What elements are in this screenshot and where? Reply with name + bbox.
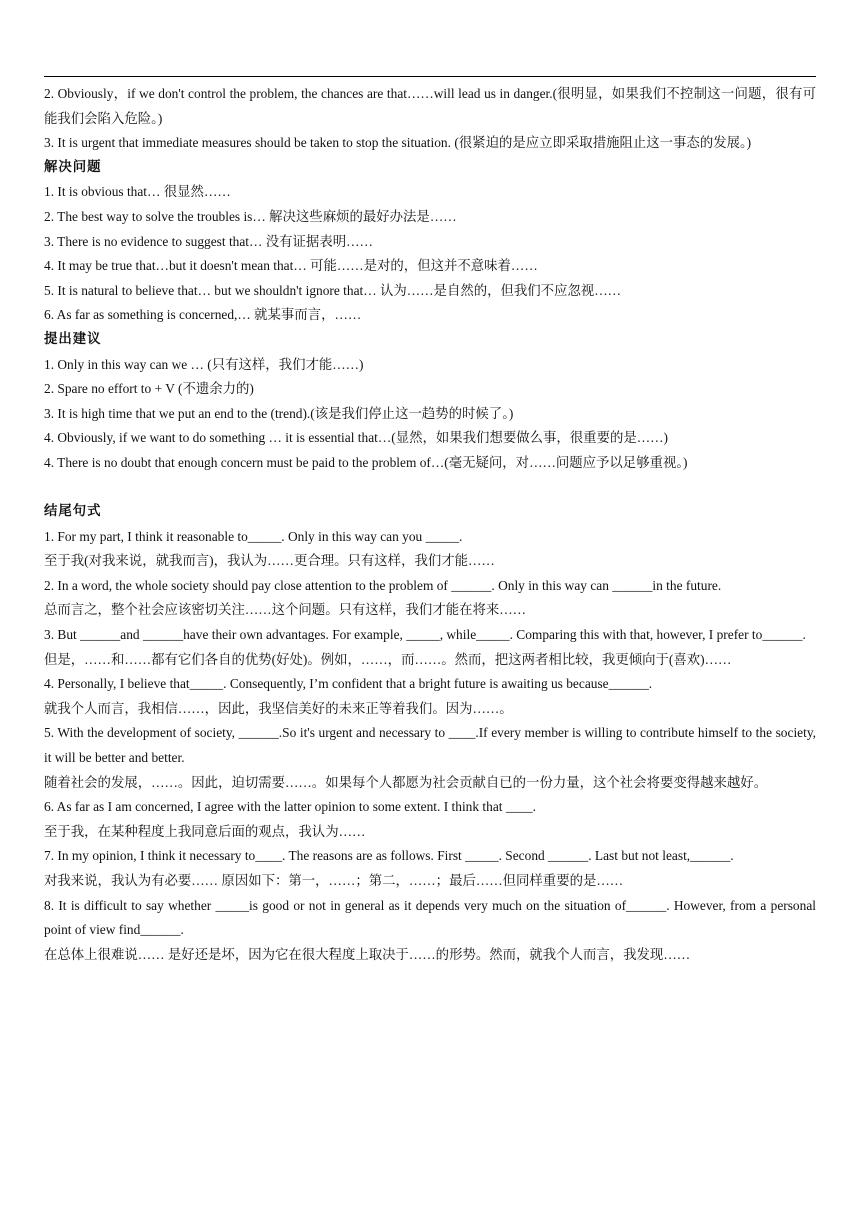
intro-item-3: 3. It is urgent that immediate measures should be taken to stop the situation. (很紧迫的是应立即采取措施阻止这一事态的发展。) (44, 135, 752, 151)
solve-item-1: 1. It is obvious that… 很显然…… (44, 184, 231, 200)
ending-item-4-en: 4. Personally, I believe that_____. Consequently, I’m confident that a bright future is awaiting us because______. (44, 676, 653, 692)
ending-item-3-zh: 但是，……和……都有它们各自的优势(好处)。例如，……，而……。然而，把这两者相比较，我更倾向于(喜欢)…… (44, 651, 732, 667)
intro-item-2: 2. Obviously，if we don't control the problem, the chances are that……will lead us in danger.(很明显，如果我们不控制这一问题，很有可能我们会陷入危险。) (44, 86, 816, 126)
solve-item-3: 3. There is no evidence to suggest that… 没有证据表明…… (44, 233, 373, 249)
ending-item-1-zh: 至于我(对我来说，就我而言)，我认为……更合理。只有这样，我们才能…… (44, 553, 495, 569)
suggest-item-3: 3. It is high time that we put an end to the (trend).(该是我们停止这一趋势的时候了。) (44, 405, 514, 421)
heading-suggestions: 提出建议 (44, 331, 102, 347)
suggest-item-4: 4. Obviously, if we want to do something … it is essential that…(显然，如果我们想要做么事，很重要的是……) (44, 430, 668, 446)
suggest-item-4b: 4. There is no doubt that enough concern must be paid to the problem of…(毫无疑问，对……问题应予以足够重视。) (44, 454, 688, 470)
section-gap (44, 476, 816, 501)
ending-item-2-zh: 总而言之，整个社会应该密切关注……这个问题。只有这样，我们才能在将来…… (44, 602, 527, 618)
ending-item-1-en: 1. For my part, I think it reasonable to_____. Only in this way can you _____. (44, 528, 463, 544)
ending-item-5-zh: 随着社会的发展，……。因此，迫切需要……。如果每个人都愿为社会贡献自已的一份力量，这个社会将要变得越来越好。 (44, 774, 768, 790)
ending-item-2-en: 2. In a word, the whole society should pay close attention to the problem of ______. Only in this way can ______in the future. (44, 577, 722, 593)
ending-item-3-en: 3. But ______and ______have their own advantages. For example, _____, while_____. Comparing this with that, however, I prefer to______. (44, 627, 806, 643)
ending-item-6-zh: 至于我，在某种程度上我同意后面的观点，我认为…… (44, 823, 366, 839)
ending-item-4-zh: 就我个人而言，我相信……，因此，我坚信美好的未来正等着我们。因为……。 (44, 700, 513, 716)
ending-item-7-en: 7. In my opinion, I think it necessary to____. The reasons are as follows. First _____. Second ______. Last but not least,______. (44, 848, 734, 864)
ending-item-7-zh: 对我来说，我认为有必要…… 原因如下：第一，……；第二，……；最后……但同样重要的是…… (44, 873, 624, 888)
ending-item-6-en: 6. As far as I am concerned, I agree with the latter opinion to some extent. I think that ____. (44, 799, 536, 815)
solve-item-2: 2. The best way to solve the troubles is… 解决这些麻烦的最好办法是…… (44, 208, 457, 224)
ending-item-5-en: 5. With the development of society, ______.So it's urgent and necessary to ____.If every member is willing to contribute himself to the society, it will be better and better. (44, 725, 816, 766)
solve-item-5: 5. It is natural to believe that… but we shouldn't ignore that… 认为……是自然的，但我们不应忽视…… (44, 282, 622, 298)
suggest-item-1: 1. Only in this way can we … (只有这样，我们才能……) (44, 356, 364, 372)
ending-item-8-en: 8. It is difficult to say whether _____is good or not in general as it depends very much on the situation of______. However, from a personal point of view find______. (44, 897, 816, 938)
header-rule (44, 76, 816, 77)
ending-item-8-zh: 在总体上很难说…… 是好还是坏，因为它在很大程度上取决于……的形势。然而，就我个人而言，我发现…… (44, 946, 691, 962)
solve-item-4: 4. It may be true that…but it doesn't mean that… 可能……是对的，但这并不意味着…… (44, 258, 538, 274)
suggest-item-2: 2. Spare no effort to + V (不遗余力的) (44, 381, 254, 397)
heading-solve-problem: 解决问题 (44, 159, 102, 175)
heading-ending-sentences: 结尾句式 (44, 504, 102, 520)
document-body (44, 82, 816, 967)
solve-item-6: 6. As far as something is concerned,… 就某事而言，…… (44, 307, 362, 323)
